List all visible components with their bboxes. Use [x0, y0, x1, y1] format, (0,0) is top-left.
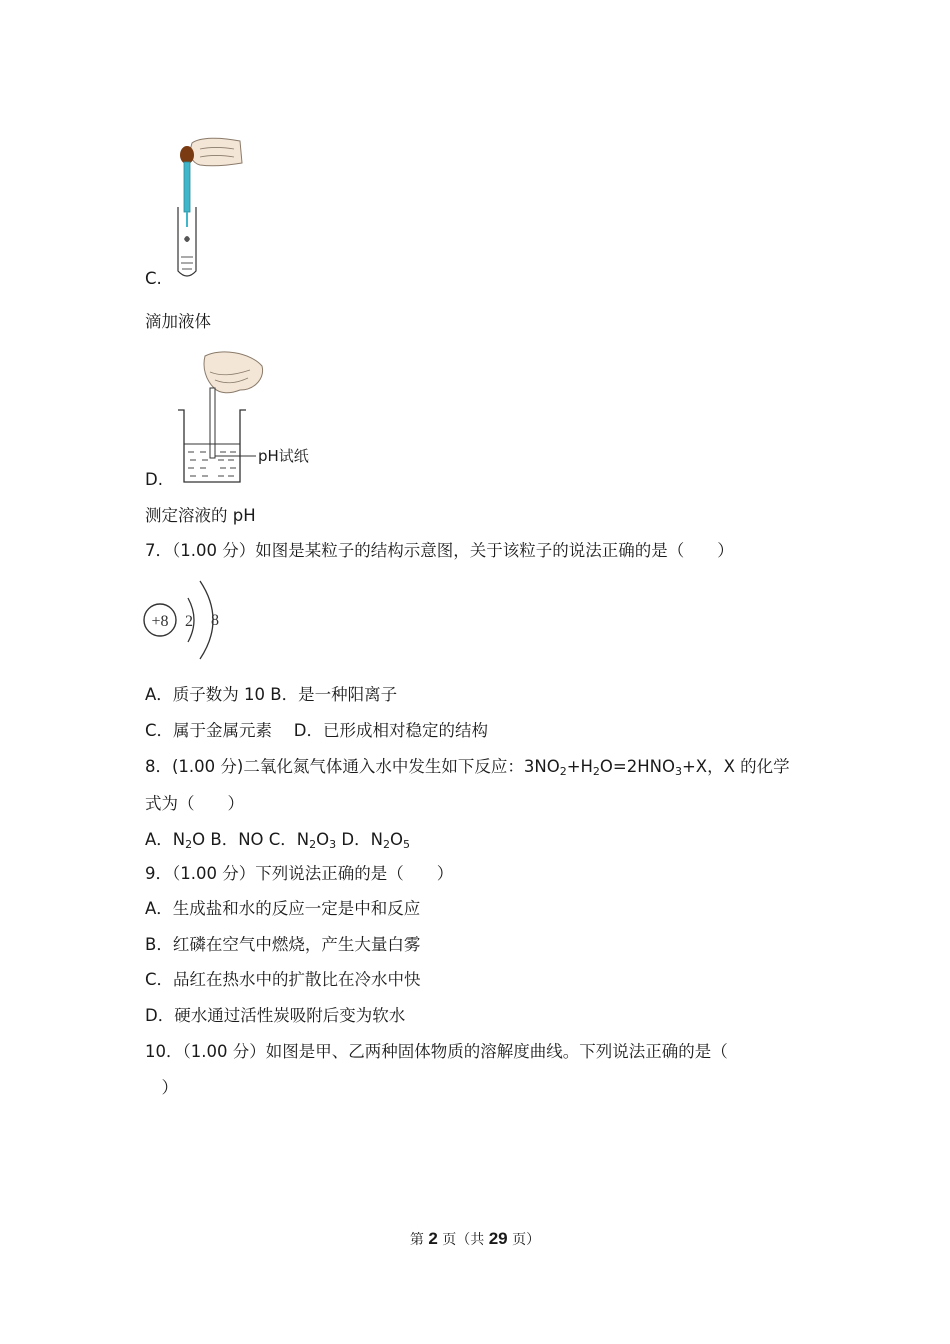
page-footer: 第 2 页（共 29 页）: [409, 1229, 541, 1248]
dropper-test-tube-figure: [170, 135, 250, 283]
q9-option-d: D．硬水通过活性炭吸附后变为软水: [145, 1006, 406, 1025]
page-total: 29: [488, 1229, 508, 1248]
q9-option-a: A．生成盐和水的反应一定是中和反应: [145, 899, 421, 918]
q7-stem: 7．（1.00 分）如图是某粒子的结构示意图，关于该粒子的说法正确的是（ ）: [145, 541, 734, 560]
atom-structure-diagram: [140, 575, 230, 663]
q10-stem-line2: ）: [145, 1078, 178, 1097]
q8-stem-prefix: 8．(1.00 分)二氧化氮气体通入水中发生如下反应：: [145, 757, 524, 776]
q8-equation: $3NO_2+H_2O=2HNO_3+X$，X 的化学: [523, 757, 790, 778]
shell-2-count: 8: [211, 612, 219, 629]
shell-1-count: 2: [185, 613, 193, 630]
ph-paper-label: pH试纸: [258, 447, 309, 465]
q8-options: A．$N_2O$ B．NO C．$N_2O_3$ D．$N_2O_5$: [145, 830, 410, 851]
q9-stem: 9．（1.00 分）下列说法正确的是（ ）: [145, 864, 454, 883]
option-d-letter: D.: [145, 470, 163, 489]
q7-option-c: C．属于金属元素 D．已形成相对稳定的结构: [145, 721, 488, 740]
q10-stem-line1: 10．（1.00 分）如图是甲、乙两种固体物质的溶解度曲线。下列说法正确的是（: [145, 1042, 728, 1061]
q9-option-c: C．品红在热水中的扩散比在冷水中快: [145, 970, 421, 989]
q8-stem-line2: 式为（ ）: [145, 794, 244, 813]
q8-stem: [145, 756, 790, 778]
q7-option-a: A．质子数为 10 B．是一种阳离子: [145, 685, 398, 704]
option-c-letter: C.: [145, 269, 162, 288]
q9-option-b: B．红磷在空气中燃烧，产生大量白雾: [145, 935, 421, 954]
option-d-caption: 测定溶液的 pH: [145, 506, 256, 525]
page-number: 2: [428, 1229, 438, 1248]
nucleus-charge: +8: [151, 613, 169, 630]
option-c-caption: 滴加液体: [145, 312, 211, 331]
